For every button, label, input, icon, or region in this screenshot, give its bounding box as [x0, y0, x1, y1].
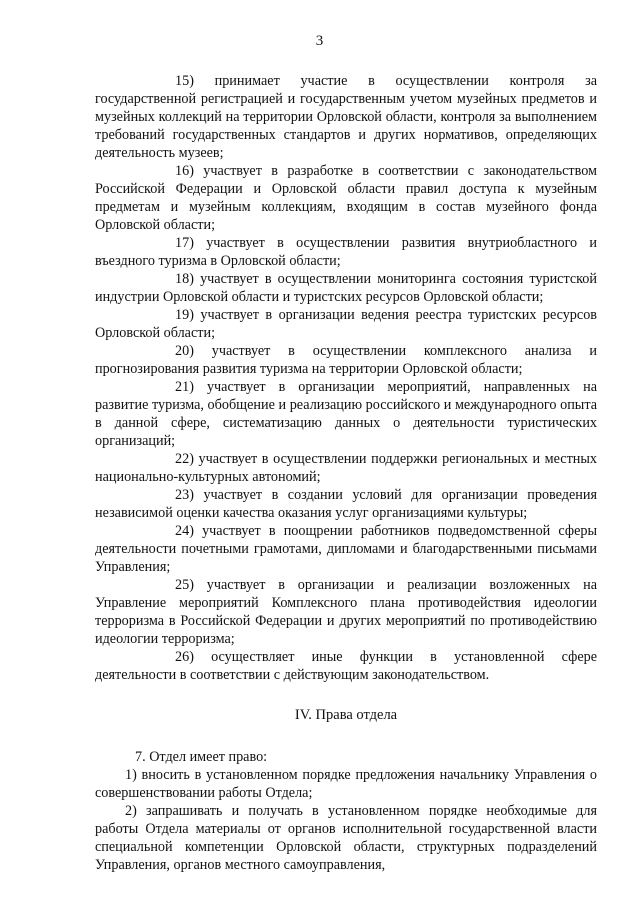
list-item: 1) вносить в установленном порядке предложения начальнику Управления о совершенствовании работы Отдела;: [95, 767, 597, 801]
list-item: 24) участвует в поощрении работников подведомственной сферы деятельности почетными грамотами, дипломами и благодарственными письмами Управления;: [95, 523, 598, 575]
rights-intro: 7. Отдел имеет право:: [135, 749, 268, 765]
list-item: 18) участвует в осуществлении мониторинга состояния туристской индустрии Орловской области и туристских ресурсов Орловской области;: [95, 271, 597, 305]
list-item: 2) запрашивать и получать в установленном порядке необходимые для работы Отдела материалы от органов исполнительной государственной власти специальной компетенции Орловской области, структурных подразделений Управления, органов местного самоуправления,: [95, 803, 597, 873]
list-item: 20) участвует в осуществлении комплексного анализа и прогнозирования развития туризма на территории Орловской области;: [95, 343, 598, 377]
list-item: 15) принимает участие в осуществлении контроля за государственной регистрацией и государственным учетом музейных предметов и музейных коллекций на территории Орловской области, контроля за выполнением требований государственных стандартов и других нормативов, определяющих деятельность музеев;: [95, 73, 597, 161]
list-item: 25) участвует в организации и реализации возложенных на Управление мероприятий Комплексного плана противодействия идеологии терроризма в Российской Федерации и других мероприятий по противодействию идеологии терроризма;: [95, 577, 597, 647]
list-item: 26) осуществляет иные функции в установленной сфере деятельности в соответствии с действующим законодательством.: [95, 649, 598, 683]
document-body: [95, 72, 597, 874]
list-item: 19) участвует в организации ведения реестра туристских ресурсов Орловской области;: [95, 307, 597, 341]
section-heading: IV. Права отдела: [294, 707, 398, 723]
list-item: 22) участвует в осуществлении поддержки региональных и местных национально-культурных автономий;: [95, 451, 597, 485]
list-item: 23) участвует в создании условий для организации проведения независимой оценки качества оказания услуг организациями культуры;: [95, 487, 598, 521]
list-item: 17) участвует в осуществлении развития внутриобластного и въездного туризма в Орловской области;: [95, 235, 598, 269]
page-number: 3: [315, 33, 324, 49]
list-item: 21) участвует в организации мероприятий, направленных на развитие туризма, обобщение и реализацию российского и международного опыта в данной сфере, систематизацию данных о деятельности туристических организаций;: [95, 379, 597, 449]
list-item: 16) участвует в разработке в соответствии с законодательством Российской Федерации и Орловской области правил доступа к музейным предметам и музейным коллекциям, входящим в состав музейного фонда Орловской области;: [95, 163, 597, 233]
